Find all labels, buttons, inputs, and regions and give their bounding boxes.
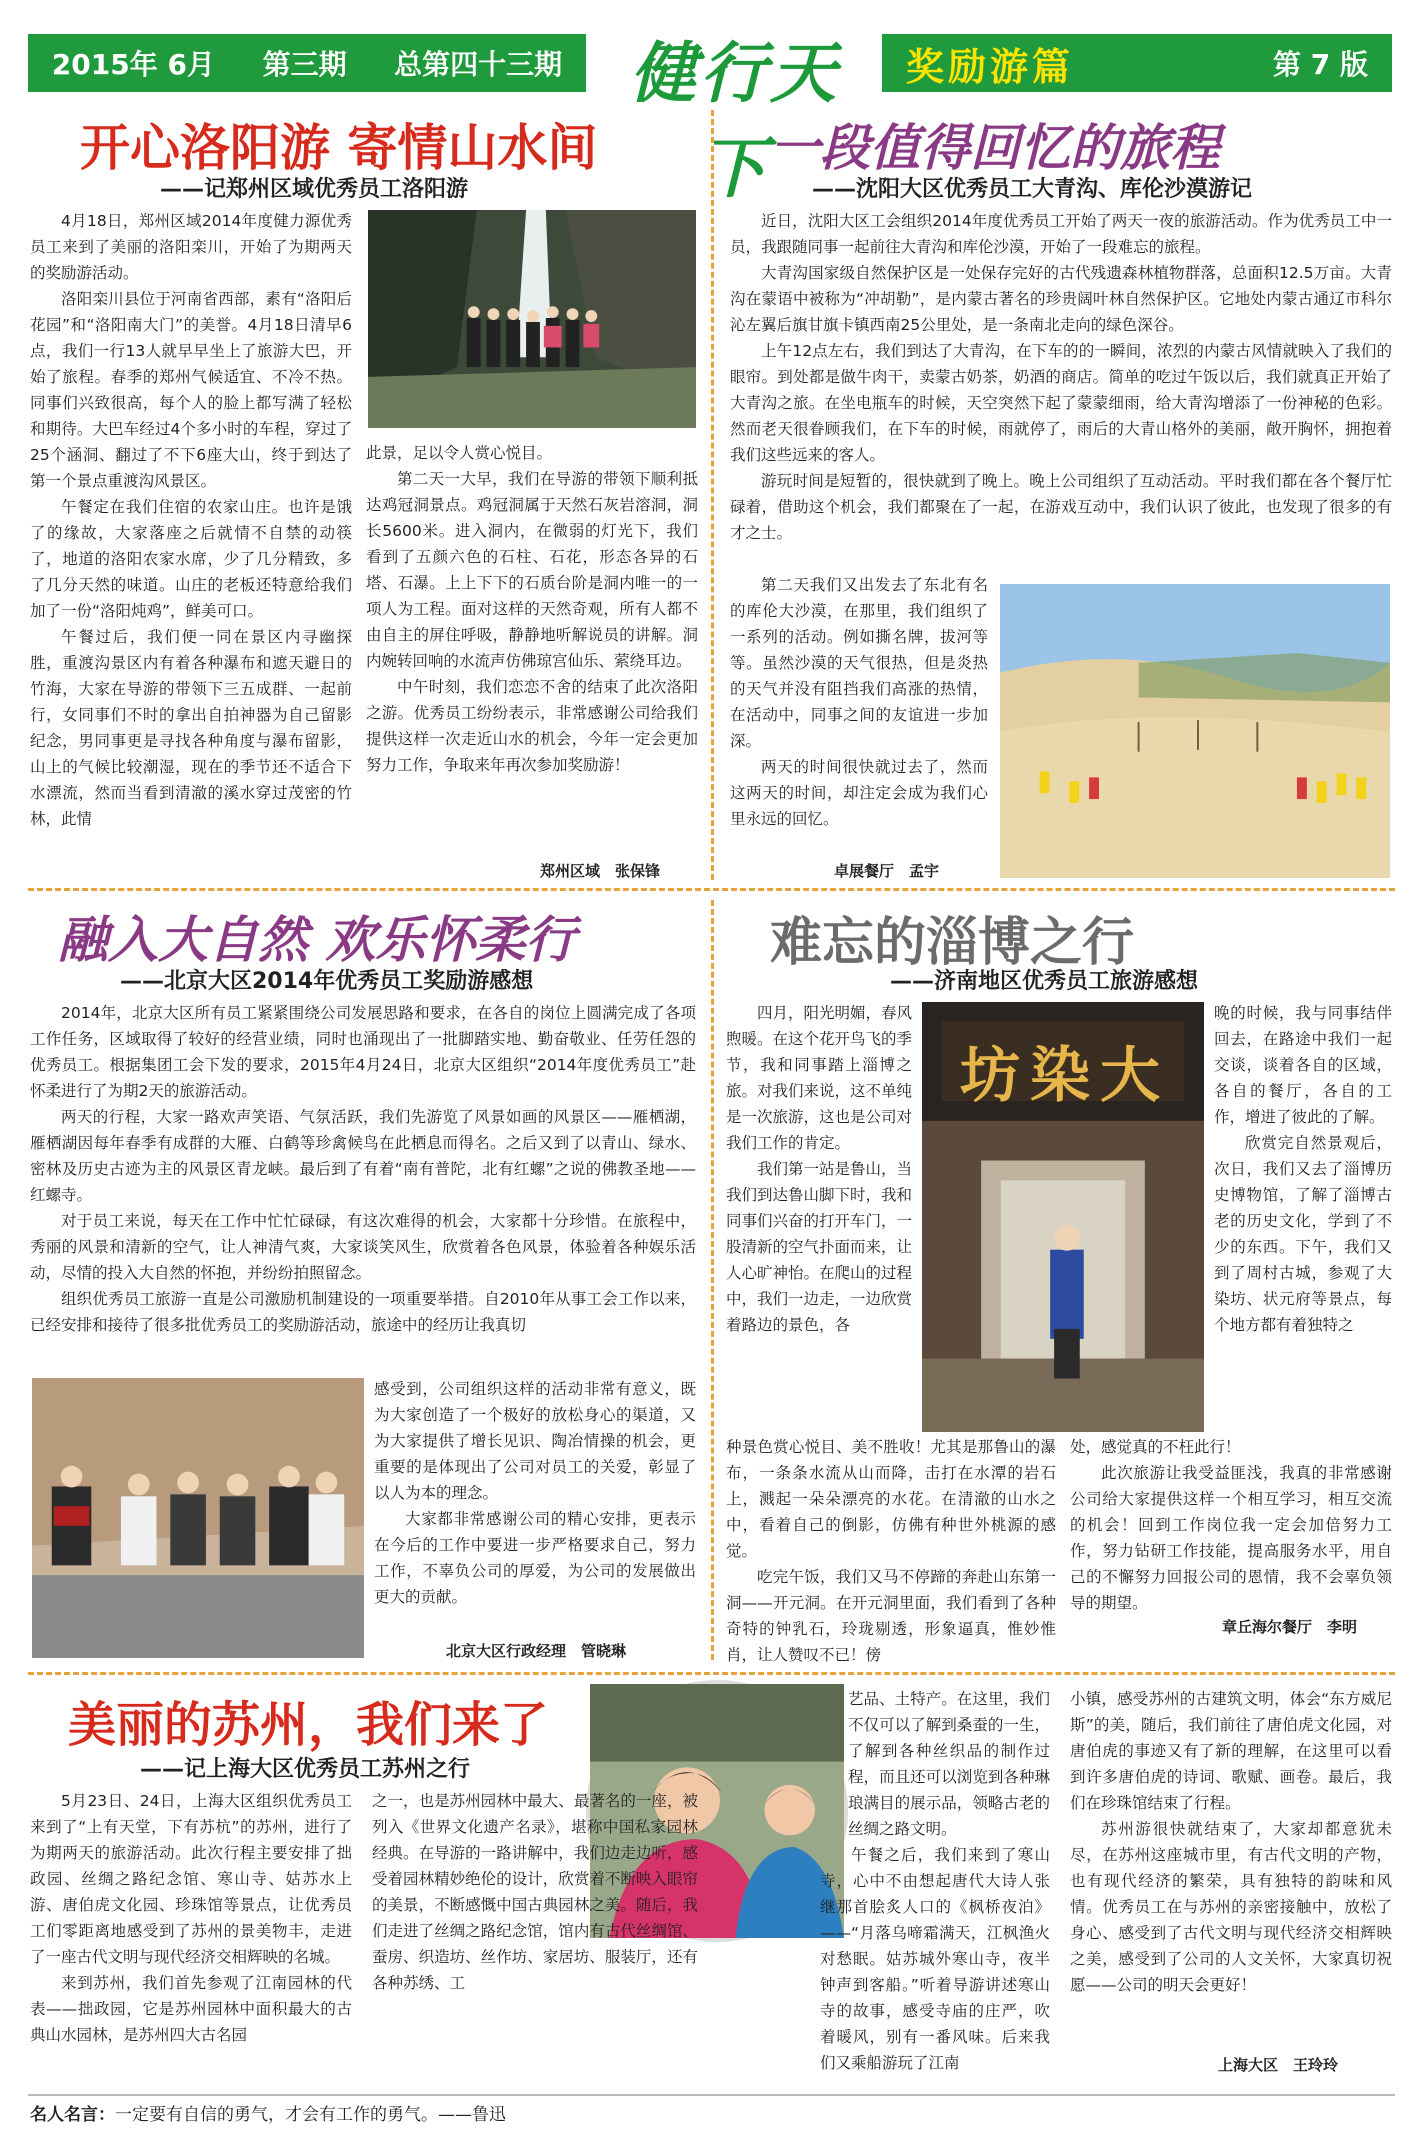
shenyang-body-narrow xyxy=(730,572,988,862)
row-divider xyxy=(28,1672,1395,1675)
paragraph: 午餐定在我们住宿的农家山庄。也许是饿了的缘故，大家落座之后就情不自禁的动筷了，地道的洛阳农家水席，少了几分精致，多了几分天然的味道。山庄的老板还特意给我们加了一份“洛阳炖鸡”，鲜美可口。 xyxy=(30,498,352,620)
paragraph: 艺品、土特产。在这里，我们不仅可以了解到桑蚕的一生，了解到各种丝织品的制作过程，而且还可以浏览到各种琳琅满目的展示品，领略古老的丝绸之路文明。 xyxy=(848,1690,1050,1838)
paragraph: 之一，也是苏州园林中最大、最著名的一座，被列入《世界文化遗产名录》，堪称中国私家园林经典。在导游的一路讲解中，我们边走边听，感受着园林精妙绝伦的设计，欣赏着不断映入眼帘的美景，不断感慨中国古典园林之美。随后，我们走进了丝绸之路纪念馆，馆内有古代丝绸馆、蚕房、织造坊、丝作坊、家居坊、服装厅，还有各种苏绣、工 xyxy=(372,1792,698,1992)
paragraph: 此景，足以令人赏心悦目。 xyxy=(366,444,553,462)
suzhou-signature: 上海大区 王玲玲 xyxy=(1218,2056,1339,2074)
famous-quote xyxy=(30,2100,506,2125)
shenyang-body-full xyxy=(730,208,1392,572)
luoyang-subtitle: ——记郑州区域优秀员工洛阳游 xyxy=(160,177,469,202)
paragraph: 我们第一站是鲁山，当我们到达鲁山脚下时，我和同事们兴奋的打开车门，一股清新的空气扑面而来，让人心旷神怡。在爬山的过程中，我们一边走，一边欣赏着路边的景色，各 xyxy=(726,1160,913,1334)
suzhou-col1 xyxy=(30,1788,352,2088)
column-divider xyxy=(711,900,714,1660)
issue-date: 2015年 6月 xyxy=(51,48,215,81)
footer-rule xyxy=(28,2094,1395,2096)
paragraph: 大青沟国家级自然保护区是一处保存完好的古代残遗森林植物群落，总面积12.5万亩。大青沟在蒙语中被称为“冲胡勒”，是内蒙古著名的珍贵阔叶林自然保护区。它地处内蒙古通辽市科尔沁左翼后旗甘旗卡镇西南25公里处，是一条南北走向的绿色深谷。 xyxy=(730,264,1392,334)
shenyang-subtitle: ——沈阳大区优秀员工大青沟、库伦沙漠游记 xyxy=(812,177,1253,202)
column-divider xyxy=(711,110,714,880)
header-section-band xyxy=(882,34,1392,92)
paragraph: 两天的行程，大家一路欢声笑语、气氛活跃，我们先游览了风景如画的风景区——雁栖湖，雁栖湖因每年春季有成群的大雁、白鹤等珍禽候鸟在此栖息而得名。之后又到了以青山、绿水、密林及历史古迹为主的风景区青龙峡。最后到了有着“南有普陀，北有红螺”之说的佛教圣地——红螺寺。 xyxy=(30,1108,696,1204)
row-divider xyxy=(28,888,1395,891)
paragraph: 洛阳栾川县位于河南省西部，素有“洛阳后花园”和“洛阳南大门”的美誉。4月18日清早6点，我们一行13人就早早坐上了旅游大巴，开始了旅程。春季的郑州气候适宜、不冷不热。同事们兴致很高，每个人的脸上都写满了轻松和期待。大巴车经过4个多小时的车程，穿过了25个涵洞、翻过了不下6座大山，终于到达了第一个景点重渡沟风景区。 xyxy=(30,290,352,490)
paragraph: 晚的时候，我与同事结伴回去，在路途中我们一起交谈，谈着各自的区域，各自的餐厅，各自的工作，增进了彼此的了解。 xyxy=(1214,1004,1392,1126)
paragraph: 游玩时间是短暂的，很快就到了晚上。晚上公司组织了互动活动。平时我们都在各个餐厅忙碌着，借助这个机会，我们都聚在了一起，在游戏互动中，我们认识了彼此，也发现了很多的有才之士。 xyxy=(730,472,1392,542)
paragraph: 种景色赏心悦目、美不胜收！尤其是那鲁山的瀑布，一条条水流从山而降，击打在水潭的岩石上，溅起一朵朵漂亮的水花。在清澈的山水之中，看着自己的倒影，仿佛有种世外桃源的感觉。 xyxy=(726,1438,1056,1560)
shenyang-title: 一段值得回忆的旅程 xyxy=(770,118,1220,177)
total-issue: 总第四十三期 xyxy=(394,48,563,81)
paragraph: 对于员工来说，每天在工作中忙忙碌碌，有这次难得的机会，大家都十分珍惜。在旅程中，秀丽的风景和清新的空气，让人神清气爽，大家谈笑风生，欣赏着各色风景，体验着各种娱乐活动，尽情的投入大自然的怀抱，并纷纷拍照留念。 xyxy=(30,1212,696,1282)
issue-number: 第三期 xyxy=(262,48,347,81)
section-name: 奖励游篇 xyxy=(906,44,1075,89)
luoyang-title: 开心洛阳游 寄情山水间 xyxy=(80,118,598,177)
beijing-subtitle: ——北京大区2014年优秀员工奖励游感想 xyxy=(120,969,534,994)
masthead-title: 健行天下 xyxy=(630,34,840,207)
luoyang-col2 xyxy=(366,440,698,880)
paragraph: 吃完午饭，我们又马不停蹄的奔赴山东第一洞——开元洞。在开元洞里面，我们看到了各种奇特的钟乳石，玲珑剔透，形象逼真，惟妙惟肖，让人赞叹不已！傍 xyxy=(726,1568,1056,1664)
dye-workshop-photo xyxy=(920,1000,1206,1434)
paragraph: 午餐之后，我们来到了寒山寺，心中不由想起唐代大诗人张继那首脍炙人口的《枫桥夜泊》——“月落乌啼霜满天，江枫渔火对愁眠。姑苏城外寒山寺，夜半钟声到客船。”听着导游讲述寒山寺的故事，感受寺庙的庄严，吹着暖风，别有一番风味。后来我们又乘船游玩了江南 xyxy=(820,1846,1050,2072)
paragraph: 四月，阳光明媚，春风煦暖。在这个花开鸟飞的季节，我和同事踏上淄博之旅。对我们来说，这不单纯是一次旅游，这也是公司对我们工作的肯定。 xyxy=(726,1004,913,1152)
beijing-body-narrow xyxy=(374,1376,696,1640)
quote-label: 名人名言： xyxy=(30,2105,115,2125)
suzhou-subtitle: ——记上海大区优秀员工苏州之行 xyxy=(140,1757,471,1782)
paragraph: 午餐过后，我们便一同在景区内寻幽探胜，重渡沟景区内有着各种瀑布和遮天避日的竹海，大家在导游的带领下三五成群、一起前行，女同事们不时的拿出自拍神器为自己留影纪念，男同事更是寻找各种角度与瀑布留影，山上的气候比较潮湿，现在的季节还不适合下水漂流，然而当看到清澈的溪水穿过茂密的竹林，此情 xyxy=(30,628,352,828)
paragraph: 近日，沈阳大区工会组织2014年度优秀员工开始了两天一夜的旅游活动。作为优秀员工中一员，我跟随同事一起前往大青沟和库伦沙漠，开始了一段难忘的旅程。 xyxy=(730,212,1392,256)
zibo-subtitle: ——济南地区优秀员工旅游感想 xyxy=(890,969,1199,994)
paragraph: 组织优秀员工旅游一直是公司激励机制建设的一项重要举措。自2010年从事工会工作以来，已经安排和接待了很多批优秀员工的奖励游活动，旅途中的经历让我真切 xyxy=(30,1290,696,1334)
waterfall-group-photo xyxy=(366,208,698,430)
paragraph: 小镇，感受苏州的古建筑文明，体会“东方威尼斯”的美，随后，我们前往了唐伯虎文化园，对唐伯虎的事迹又有了新的理解，在这里可以看到许多唐伯虎的诗词、歌赋、画卷。最后，我们在珍珠馆结束了行程。 xyxy=(1070,1690,1392,1812)
header-info-band xyxy=(28,34,586,92)
beijing-body-full xyxy=(30,1000,696,1364)
paragraph: 2014年，北京大区所有员工紧紧围绕公司发展思路和要求，在各自的岗位上圆满完成了各项工作任务，区域取得了较好的经营业绩，同时也涌现出了一批脚踏实地、勤奋敬业、任劳任怨的优秀员工。根据集团工会下发的要求，2015年4月24日，北京大区组织“2014年度优秀员工”赴怀柔进行了为期2天的旅游活动。 xyxy=(30,1004,696,1100)
page-number: 第 7 版 xyxy=(1273,48,1368,81)
paragraph: 来到苏州，我们首先参观了江南园林的代表——拙政园，它是苏州园林中面积最大的古典山水园林，是苏州四大古名园 xyxy=(30,1974,352,2044)
paragraph: 苏州游很快就结束了，大家却都意犹未尽，在苏州这座城市里，有古代文明的产物，也有现代经济的繁荣，具有独特的韵味和风情。优秀员工在与苏州的亲密接触中，放松了身心、感受到了古代文明与现代经济交相辉映之美，感受到了公司的人文关怀，大家真切祝愿——公司的明天会更好！ xyxy=(1070,1820,1392,1994)
zibo-signature: 章丘海尔餐厅 李明 xyxy=(1222,1618,1358,1636)
luoyang-signature: 郑州区域 张保锋 xyxy=(540,862,661,880)
paragraph: 处，感觉真的不枉此行！ xyxy=(1070,1438,1241,1456)
group-seated-photo xyxy=(30,1376,366,1660)
paragraph: 4月18日，郑州区域2014年度健力源优秀员工来到了美丽的洛阳栾川，开始了为期两天的奖励游活动。 xyxy=(30,212,352,282)
luoyang-col1 xyxy=(30,208,352,884)
beijing-title: 融入大自然 欢乐怀柔行 xyxy=(58,910,576,969)
suzhou-col3 xyxy=(720,1686,1050,2088)
paragraph: 此次旅游让我受益匪浅，我真的非常感谢公司给大家提供这样一个相互学习，相互交流的机会！回到工作岗位我一定会加倍努力工作，努力钻研工作技能，提高服务水平，用自己的不懈努力回报公司的恩情，我不会辜负领导的期望。 xyxy=(1070,1464,1392,1612)
paragraph: 两天的时间很快就过去了，然而这两天的时间，却注定会成为我们心里永远的回忆。 xyxy=(730,758,988,828)
paragraph: 中午时刻，我们恋恋不舍的结束了此次洛阳之游。优秀员工纷纷表示，非常感谢公司给我们提供这样一次走近山水的机会，今年一定会更加努力工作，争取来年再次参加奖励游！ xyxy=(366,678,698,774)
paragraph: 第二天我们又出发去了东北有名的库伦大沙漠，在那里，我们组织了一系列的活动。例如撕名牌，拔河等等。虽然沙漠的天气很热，但是炎热的天气并没有阻挡我们高涨的热情，在活动中，同事之间的友谊进一步加深。 xyxy=(730,576,988,750)
shenyang-signature: 卓展餐厅 孟宇 xyxy=(834,862,940,880)
suzhou-col2 xyxy=(372,1788,698,2088)
paragraph: 上午12点左右，我们到达了大青沟，在下车的的一瞬间，浓烈的内蒙古风情就映入了我们的眼帘。到处都是做牛肉干，卖蒙古奶茶，奶酒的商店。简单的吃过午饭以后，我们就真正开始了大青沟之旅。在坐电瓶车的时候，天空突然下起了蒙蒙细雨，给大青沟增添了一份神秘的色彩。然而老天很眷顾我们，在下车的时候，雨就停了，雨后的大青山格外的美丽，敞开胸怀，拥抱着我们这些远来的客人。 xyxy=(730,342,1392,464)
shop-sign: 坊染大 xyxy=(960,1041,1170,1111)
suzhou-col4 xyxy=(1070,1686,1392,2046)
paragraph: 大家都非常感谢公司的精心安排，更表示在今后的工作中要进一步严格要求自己，努力工作，不辜负公司的厚爱，为公司的发展做出更大的贡献。 xyxy=(374,1510,696,1606)
suzhou-title: 美丽的苏州，我们来了 xyxy=(68,1697,549,1753)
paragraph: 感受到，公司组织这样的活动非常有意义，既为大家创造了一个极好的放松身心的渠道，又为大家提供了增长见识、陶冶情操的机会，更重要的是体现出了公司对员工的关爱，彰显了以人为本的理念。 xyxy=(374,1380,696,1502)
zibo-col1-cont xyxy=(726,1434,1056,1664)
paragraph: 欣赏完自然景观后，次日，我们又去了淄博历史博物馆，了解了淄博古老的历史文化，学到了不少的东西。下午，我们又到了周村古城，参观了大染坊、状元府等景点，每个地方都有着独特之 xyxy=(1214,1134,1392,1334)
paragraph: 第二天一大早，我们在导游的带领下顺利抵达鸡冠洞景点。鸡冠洞属于天然石灰岩溶洞，洞长5600米。进入洞内，在微弱的灯光下，我们看到了五颜六色的石柱、石花，形态各异的石塔、石瀑。上上下下的石质台阶是洞内唯一的一项人为工程。面对这样的天然奇观，所有人都不由自主的屏住呼吸，静静地听解说员的讲解。洞内婉转回响的水流声仿佛琼宫仙乐、萦绕耳边。 xyxy=(366,470,698,670)
zibo-col2 xyxy=(1214,1000,1392,1434)
desert-photo xyxy=(998,582,1392,880)
zibo-title: 难忘的淄博之行 xyxy=(770,913,1135,973)
paragraph: 5月23日、24日，上海大区组织优秀员工来到了“上有天堂，下有苏杭”的苏州，进行了为期两天的旅游活动。此次行程主要安排了拙政园、丝绸之路纪念馆、寒山寺、姑苏水上游、唐伯虎文化园、珍珠馆等景点，让优秀员工们零距离地感受到了苏州的景美物丰，走进了一座古代文明与现代经济交相辉映的名城。 xyxy=(30,1792,352,1966)
beijing-signature: 北京大区行政经理 管晓琳 xyxy=(446,1642,627,1660)
quote-text: 一定要有自信的勇气，才会有工作的勇气。——鲁迅 xyxy=(115,2105,506,2125)
zibo-col1 xyxy=(726,1000,912,1434)
zibo-col2-cont xyxy=(1070,1434,1392,1618)
